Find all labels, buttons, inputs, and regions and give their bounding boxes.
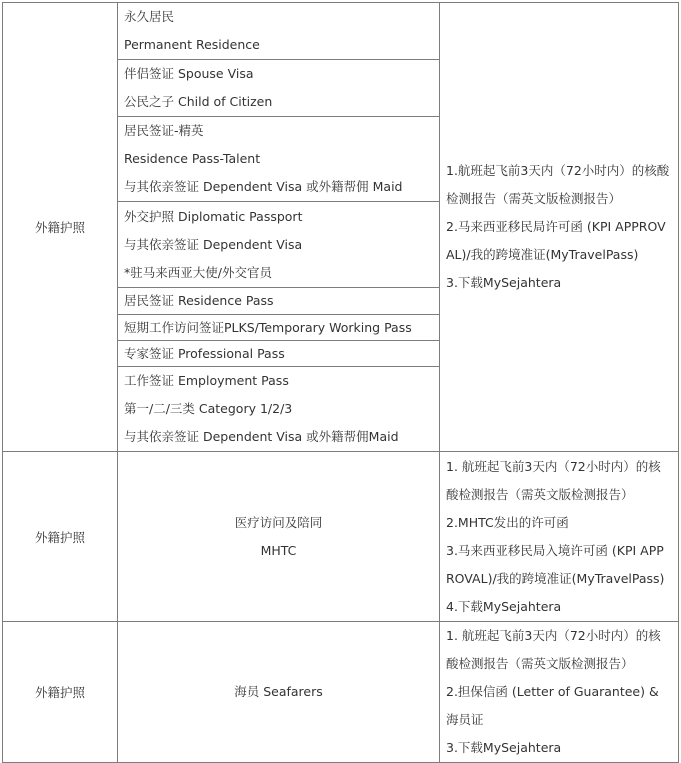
requirement-line: 酸检测报告（需英文版检测报告） <box>446 656 634 671</box>
visa-line: 医疗访问及陪同 <box>234 514 323 530</box>
table-row <box>3 452 679 622</box>
passport-type-cell: 外籍护照 <box>3 3 118 452</box>
visa-line: 外交护照 Diplomatic Passport <box>124 208 303 224</box>
visa-line: *驻马来西亚大使/外交官员 <box>124 264 272 280</box>
visa-category-cell <box>118 117 440 202</box>
visa-category-cell <box>118 622 440 763</box>
visa-line: Permanent Residence <box>124 37 260 52</box>
requirement-line: 3.马来西亚移民局入境许可函 (KPI APP <box>446 542 664 558</box>
requirement-line: 1.航班起飞前3天内（72小时内）的核酸 <box>446 163 670 178</box>
visa-line: 永久居民 <box>124 9 175 24</box>
visa-line: 工作签证 Employment Pass <box>124 373 289 388</box>
visa-category-cell <box>118 288 440 315</box>
visa-line: 与其依亲签证 Dependent Visa <box>124 236 303 252</box>
requirement-line: 1. 航班起飞前3天内（72小时内）的核 <box>446 458 661 474</box>
visa-line: 专家签证 Professional Pass <box>124 345 285 361</box>
table-row <box>3 3 679 60</box>
requirement-line: 3.下载MySejahtera <box>446 740 562 755</box>
requirement-line: 2.担保信函 (Letter of Guarantee) & <box>446 684 659 699</box>
visa-line: 与其依亲签证 Dependent Visa 或外籍帮佣 Maid <box>124 179 403 194</box>
visa-line: 与其依亲签证 Dependent Visa 或外籍帮佣Maid <box>124 429 399 444</box>
requirement-line: AL)/我的跨境准证(MyTravelPass) <box>446 247 639 262</box>
requirements-cell <box>440 3 679 452</box>
requirement-line: 1. 航班起飞前3天内（72小时内）的核 <box>446 628 661 643</box>
visa-category-cell <box>118 3 440 60</box>
visa-category-cell <box>118 367 440 452</box>
visa-line: Residence Pass-Talent <box>124 151 261 166</box>
requirement-line: 酸检测报告（需英文版检测报告） <box>446 486 634 502</box>
visa-line: 公民之子 Child of Citizen <box>124 94 273 109</box>
visa-line: 第一/二/三类 Category 1/2/3 <box>124 401 293 416</box>
visa-line: 居民签证-精英 <box>124 123 204 138</box>
requirement-line: 2.MHTC发出的许可函 <box>446 514 569 530</box>
table-row <box>3 622 679 763</box>
requirements-cell <box>440 452 679 622</box>
requirement-line: 海员证 <box>446 712 484 727</box>
passport-type-cell: 外籍护照 <box>3 622 118 763</box>
visa-category-cell <box>118 60 440 117</box>
entry-requirements-table <box>2 2 679 763</box>
requirement-line: 检测报告（需英文版检测报告） <box>446 191 622 206</box>
visa-line: 居民签证 Residence Pass <box>124 293 274 308</box>
visa-line: 短期工作访问签证PLKS/Temporary Working Pass <box>124 319 412 335</box>
visa-line: MHTC <box>260 542 297 558</box>
visa-category-cell <box>118 452 440 622</box>
requirement-line: 3.下载MySejahtera <box>446 275 562 290</box>
requirements-cell <box>440 622 679 763</box>
requirement-line: 2.马来西亚移民局许可函 (KPI APPROV <box>446 219 666 234</box>
requirement-line: ROVAL)/我的跨境准证(MyTravelPass) <box>446 570 665 586</box>
visa-line: 海员 Seafarers <box>234 684 323 699</box>
requirement-line: 4.下载MySejahtera <box>446 598 562 614</box>
visa-category-cell <box>118 202 440 288</box>
visa-line: 伴侣签证 Spouse Visa <box>124 66 254 81</box>
visa-category-cell <box>118 341 440 367</box>
passport-type-cell: 外籍护照 <box>3 452 118 622</box>
visa-category-cell <box>118 315 440 341</box>
